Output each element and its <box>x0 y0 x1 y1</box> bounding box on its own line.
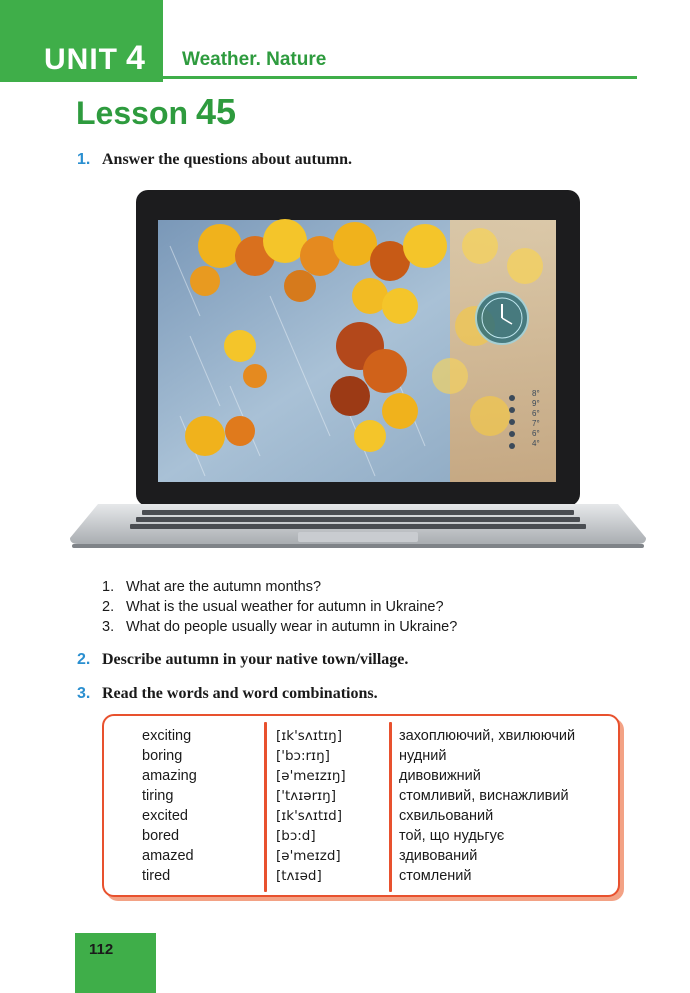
vocab-transcription: [ə'meɪzɪŋ] <box>276 768 346 784</box>
vocab-transcription: ['bɔ:rɪŋ] <box>276 748 330 764</box>
question-item: 1. What are the autumn months? <box>102 579 322 595</box>
temp-3: 7° <box>532 419 540 428</box>
temp-4: 6° <box>532 429 540 438</box>
keyboard <box>130 510 586 529</box>
vocab-translation: дивовижний <box>399 768 481 784</box>
transcription-column <box>276 726 346 886</box>
vocab-transcription: [bɔ:d] <box>276 828 316 844</box>
temp-0: 8° <box>532 389 540 398</box>
vocab-word: excited <box>142 808 188 824</box>
laptop-edge <box>72 544 644 548</box>
task-1 <box>77 150 352 170</box>
lesson-title <box>76 92 236 133</box>
translation-column <box>399 726 575 886</box>
vocab-translation: нудний <box>399 748 447 764</box>
vocab-word: tiring <box>142 788 174 804</box>
vocab-translation: здивований <box>399 848 478 864</box>
temp-5: 4° <box>532 439 540 448</box>
vocab-translation: схвильований <box>399 808 494 824</box>
vocab-translation: захоплюючий, хвилюючий <box>399 728 576 744</box>
vocab-transcription: [ɪk'sʌɪtɪd] <box>276 808 342 824</box>
vocab-transcription: [tʌɪəd] <box>276 868 322 884</box>
task-text: Answer the questions about autumn. <box>102 151 352 168</box>
task-text: Describe autumn in your native town/village. <box>102 651 409 668</box>
vocab-word: tired <box>142 868 171 884</box>
vocab-transcription: ['tʌɪərɪŋ] <box>276 788 336 804</box>
unit-label <box>44 38 146 80</box>
task-number: 1. <box>77 151 91 168</box>
words-column <box>142 726 197 886</box>
task-number: 2. <box>77 651 91 668</box>
questions-list <box>102 577 457 637</box>
page-number: 112 <box>89 941 114 958</box>
page-number-box <box>75 933 156 993</box>
header-divider <box>163 76 637 79</box>
task-2 <box>77 650 408 670</box>
unit-number: 4 <box>126 39 146 77</box>
lesson-word: Lesson <box>76 95 189 131</box>
vocab-word: exciting <box>142 728 192 744</box>
question-item: 2. What is the usual weather for autumn in Ukraine? <box>102 599 444 615</box>
touchpad <box>298 532 418 542</box>
vocab-word: amazed <box>142 848 194 864</box>
vocab-translation: стомливий, виснажливий <box>399 788 569 804</box>
task-number: 3. <box>77 685 91 702</box>
lesson-number: 45 <box>196 91 237 132</box>
unit-word: UNIT <box>44 43 118 76</box>
question-item: 3. What do people usually wear in autumn in Ukraine? <box>102 619 458 635</box>
vocabulary-table <box>102 714 620 897</box>
clock-widget <box>476 292 528 344</box>
task-text: Read the words and word combinations. <box>102 685 378 702</box>
vocab-transcription: [ə'meɪzd] <box>276 848 341 864</box>
laptop-illustration <box>70 186 646 552</box>
vocab-word: amazing <box>142 768 197 784</box>
vocab-word: bored <box>142 828 180 844</box>
column-divider <box>389 722 392 892</box>
unit-title: Weather. Nature <box>182 49 327 70</box>
vocab-word: boring <box>142 748 183 764</box>
column-divider <box>264 722 267 892</box>
vocab-translation: той, що нудьгує <box>399 828 505 844</box>
task-3 <box>77 684 378 704</box>
vocab-transcription: [ɪk'sʌɪtɪŋ] <box>276 728 342 744</box>
temp-2: 6° <box>532 409 540 418</box>
temp-1: 9° <box>532 399 540 408</box>
vocab-translation: стомлений <box>399 868 472 884</box>
